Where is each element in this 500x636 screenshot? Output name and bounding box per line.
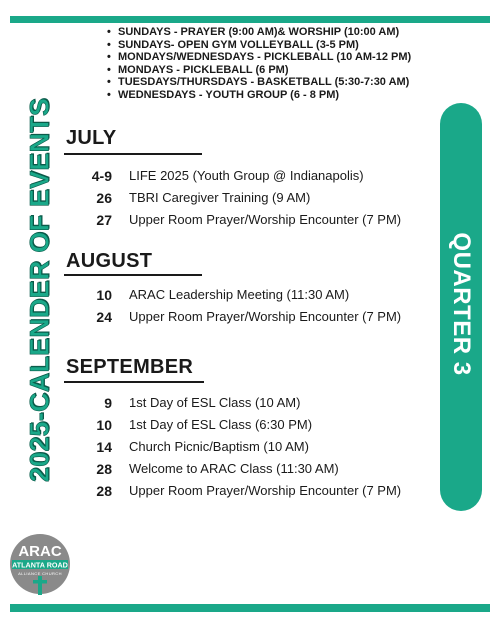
schedule-item: • SUNDAYS - PRAYER (9:00 AM)& WORSHIP (10:00 AM): [118, 26, 411, 39]
event-text: 1st Day of ESL Class (6:30 PM): [129, 417, 313, 432]
event-day: 27: [96, 212, 112, 228]
month-underline: [64, 381, 204, 383]
event-text: Upper Room Prayer/Worship Encounter (7 PM): [129, 483, 402, 498]
event-text: Church Picnic/Baptism (10 AM): [129, 439, 309, 454]
event-text: Welcome to ARAC Class (11:30 AM): [129, 461, 339, 476]
weekly-schedule-list: [106, 26, 411, 102]
event-row: [80, 188, 440, 208]
event-day: 28: [96, 483, 112, 499]
event-row: [80, 393, 440, 413]
month-heading-september: SEPTEMBER: [66, 356, 194, 378]
event-text: Upper Room Prayer/Worship Encounter (7 PM): [129, 212, 402, 227]
event-day: 24: [96, 309, 112, 325]
event-row: [80, 210, 440, 230]
event-row: [80, 415, 440, 435]
schedule-item: • WEDNESDAYS - YOUTH GROUP (6 - 8 PM): [118, 89, 411, 102]
event-day: 10: [96, 287, 112, 303]
event-text: TBRI Caregiver Training (9 AM): [129, 190, 311, 205]
top-accent-bar: [10, 16, 490, 23]
event-row: [80, 307, 440, 327]
schedule-item: • MONDAYS/WEDNESDAYS - PICKLEBALL (10 AM-12 PM): [118, 51, 411, 64]
month-underline: [64, 274, 202, 276]
event-row: [80, 285, 440, 305]
logo-line1: ATLANTA ROAD: [12, 560, 68, 570]
event-day: 10: [96, 417, 112, 433]
event-text: ARAC Leadership Meeting (11:30 AM): [129, 287, 350, 302]
schedule-item: • TUESDAYS/THURSDAYS - BASKETBALL (5:30-7:30 AM): [118, 76, 411, 89]
logo-name: ARAC: [18, 543, 62, 560]
event-day: 14: [96, 439, 112, 455]
event-row: [80, 459, 440, 479]
bottom-accent-bar: [10, 604, 490, 612]
event-text: LIFE 2025 (Youth Group @ Indianapolis): [129, 168, 364, 183]
event-row: [80, 437, 440, 457]
event-text: Upper Room Prayer/Worship Encounter (7 PM): [129, 309, 402, 324]
logo-line2: ALLIANCE CHURCH: [18, 571, 62, 576]
arac-logo: [9, 533, 71, 595]
event-row: [80, 481, 440, 501]
month-underline: [64, 153, 202, 155]
event-day: 28: [96, 461, 112, 477]
schedule-item: • MONDAYS - PICKLEBALL (6 PM): [118, 64, 411, 77]
event-day: 26: [96, 190, 112, 206]
month-heading-august: AUGUST: [66, 250, 153, 272]
schedule-item: • SUNDAYS- OPEN GYM VOLLEYBALL (3-5 PM): [118, 39, 411, 52]
event-row: [80, 166, 440, 186]
month-heading-july: JULY: [66, 127, 117, 149]
event-day: 4-9: [91, 168, 112, 184]
calendar-title: 2025-CALENDER OF EVENTS: [24, 97, 55, 483]
event-text: 1st Day of ESL Class (10 AM): [129, 395, 301, 410]
quarter-label: QUARTER 3: [448, 232, 475, 376]
event-day: 9: [104, 395, 112, 411]
